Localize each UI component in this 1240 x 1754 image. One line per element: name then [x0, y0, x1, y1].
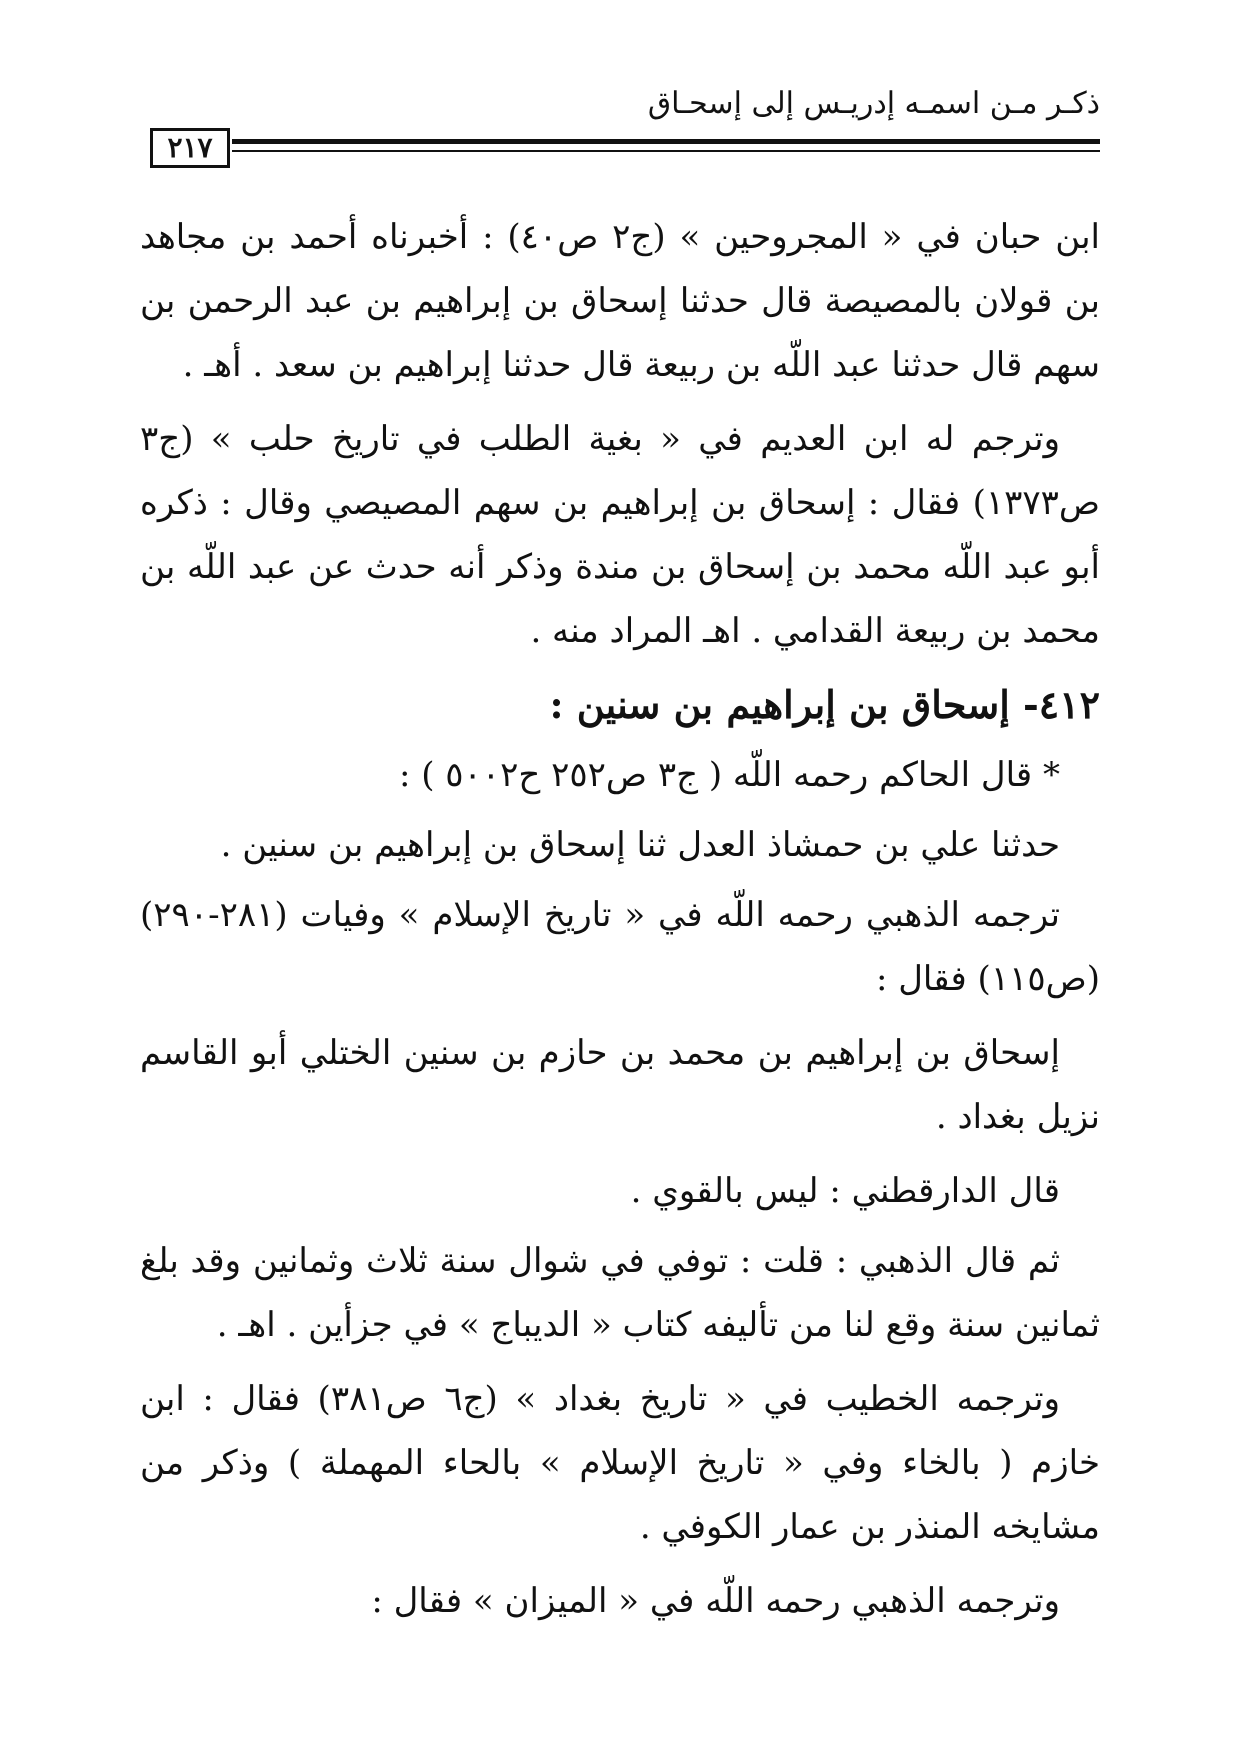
paragraph-dhahabi-death: ثم قال الذهبي : قلت : توفي في شوال سنة ثلاث وثمانين وقد بلغ ثمانين سنة وقع لنا من تأليفه كتاب « الديباج » في جزأين . اهـ .: [140, 1241, 1100, 1345]
header-rule-thick: [232, 139, 1100, 144]
paragraph-daraqutni: قال الدارقطني : ليس بالقوي .: [630, 1171, 1060, 1211]
entry-heading-412: ٤١٢- إسحاق بن إبراهيم بن سنين :: [549, 682, 1100, 727]
paragraph-isnad: حدثنا علي بن حمشاذ العدل ثنا إسحاق بن إبراهيم بن سنين .: [220, 825, 1060, 865]
running-title: ذكـر مـن اسمـه إدريـس إلى إسحـاق: [647, 86, 1100, 121]
page-body: [140, 205, 1100, 1643]
paragraph-ibn-aladim: وترجم له ابن العديم في « بغية الطلب في تاريخ حلب » (ج٣ ص١٣٧٣) فقال : إسحاق بن إبراهيم بن سهم المصيصي وقال : ذكره أبو عبد اللّه محمد بن إسحاق بن مندة وذكر أنه حدث عن عبد اللّه بن محمد بن ربيعة القدامي . اهـ المراد منه .: [140, 419, 1100, 651]
page-number-box: ٢١٧: [150, 128, 230, 168]
header-rule-thin: [232, 150, 1100, 152]
paragraph-khatib: وترجمه الخطيب في « تاريخ بغداد » (ج٦ ص٣٨١) فقال : ابن خازم ( بالخاء وفي « تاريخ الإسلام » بالحاء المهملة ) وذكر من مشايخه المنذر بن عمار الكوفي .: [140, 1379, 1100, 1547]
paragraph-biography: إسحاق بن إبراهيم بن محمد بن حازم بن سنين الختلي أبو القاسم نزيل بغداد .: [140, 1033, 1100, 1137]
paragraph-mizan: وترجمه الذهبي رحمه اللّه في « الميزان » فقال :: [371, 1581, 1060, 1621]
paragraph-hakim: * قال الحاكم رحمه اللّه ( ج٣ ص٢٥٢ ح٥٠٠٢ ) :: [398, 755, 1060, 795]
paragraph-ibn-hibban: ابن حبان في « المجروحين » (ج٢ ص٤٠) : أخبرناه أحمد بن مجاهد بن قولان بالمصيصة قال حدثنا إسحاق بن إبراهيم بن عبد الرحمن بن سهم قال حدثنا عبد اللّه بن ربيعة قال حدثنا إبراهيم بن سعد . أهـ .: [140, 217, 1100, 385]
paragraph-dhahabi-tarikh: ترجمه الذهبي رحمه اللّه في « تاريخ الإسلام » وفيات (٢٨١-٢٩٠) (ص١١٥) فقال :: [140, 895, 1100, 999]
